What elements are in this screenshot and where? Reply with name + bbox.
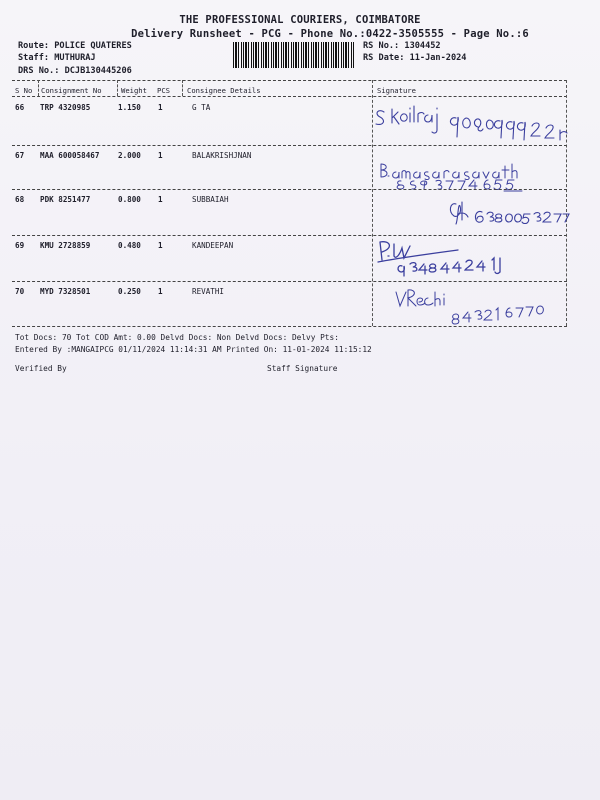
totals-line: Tot Docs: 70 Tot COD Amt: 0.00 Delvd Docs: Non Delvd Docs: Delvy Pts:: [15, 333, 339, 342]
table-top-rule: [12, 80, 567, 81]
row-consignment: PDK 8251477: [40, 195, 91, 204]
staff-signature-label: Staff Signature: [267, 364, 338, 373]
row-divider: [12, 281, 567, 282]
handwritten-signature: [0, 192, 600, 236]
row-weight: 0.250: [118, 287, 141, 296]
verified-by-label: Verified By: [15, 364, 67, 373]
handwritten-signature: [0, 100, 600, 144]
col-signature: Signature: [377, 86, 416, 95]
col-consignee: Consignee Details: [187, 86, 261, 95]
row-consignee: BALAKRISHJNAN: [192, 151, 252, 160]
table-row: [0, 192, 600, 236]
row-consignee: REVATHI: [192, 287, 225, 296]
table-row: [0, 238, 600, 282]
row-pcs: 1: [158, 287, 163, 296]
col-pcs: PCS: [157, 86, 170, 95]
handwritten-signature: [0, 238, 600, 282]
row-divider: [12, 145, 567, 146]
row-weight: 0.800: [118, 195, 141, 204]
row-pcs: 1: [158, 151, 163, 160]
entered-by-line: Entered By :MANGAIPCG 01/11/2024 11:14:31 AM Printed On: 11-01-2024 11:15:12: [15, 345, 372, 354]
rs-number: RS No.: 1304452: [363, 41, 441, 51]
route-label: Route: POLICE QUATERES: [18, 41, 132, 51]
rs-date: RS Date: 11-Jan-2024: [363, 53, 467, 63]
row-weight: 1.150: [118, 103, 141, 112]
row-divider: [12, 189, 567, 190]
row-consignment: MYD 7328501: [40, 287, 91, 296]
row-pcs: 1: [158, 195, 163, 204]
col-sno: S No: [15, 86, 33, 95]
row-sno: 70: [15, 287, 25, 296]
col-divider: [117, 80, 118, 96]
row-pcs: 1: [158, 103, 163, 112]
staff-label: Staff: MUTHURAJ: [18, 53, 96, 63]
handwritten-signature: [0, 284, 600, 328]
table-bottom-rule: [12, 326, 567, 327]
col-weight: Weight: [121, 86, 147, 95]
table-row: [0, 284, 600, 328]
runsheet-title: Delivery Runsheet - PCG - Phone No.:0422-3505555 - Page No.:6: [131, 28, 529, 40]
row-consignment: TRP 4320985: [40, 103, 91, 112]
row-sno: 68: [15, 195, 25, 204]
col-divider: [182, 80, 183, 96]
row-divider: [12, 235, 567, 236]
table-row: [0, 148, 600, 192]
drs-number: DRS No.: DCJB130445206: [18, 66, 132, 76]
col-divider: [38, 80, 39, 96]
row-sno: 67: [15, 151, 25, 160]
handwritten-signature: [0, 148, 600, 192]
row-weight: 0.480: [118, 241, 141, 250]
row-consignee: SUBBAIAH: [192, 195, 229, 204]
row-consignee: G TA: [192, 103, 211, 112]
table-header-rule: [12, 96, 567, 97]
row-consignment: KMU 2728859: [40, 241, 91, 250]
barcode: [233, 42, 355, 68]
row-sno: 69: [15, 241, 25, 250]
row-consignment: MAA 600058467: [40, 151, 100, 160]
row-consignee: KANDEEPAN: [192, 241, 234, 250]
table-row: [0, 100, 600, 144]
col-consignment: Consignment No: [41, 86, 102, 95]
company-title: THE PROFESSIONAL COURIERS, COIMBATORE: [179, 14, 421, 26]
row-sno: 66: [15, 103, 25, 112]
row-weight: 2.000: [118, 151, 141, 160]
row-pcs: 1: [158, 241, 163, 250]
